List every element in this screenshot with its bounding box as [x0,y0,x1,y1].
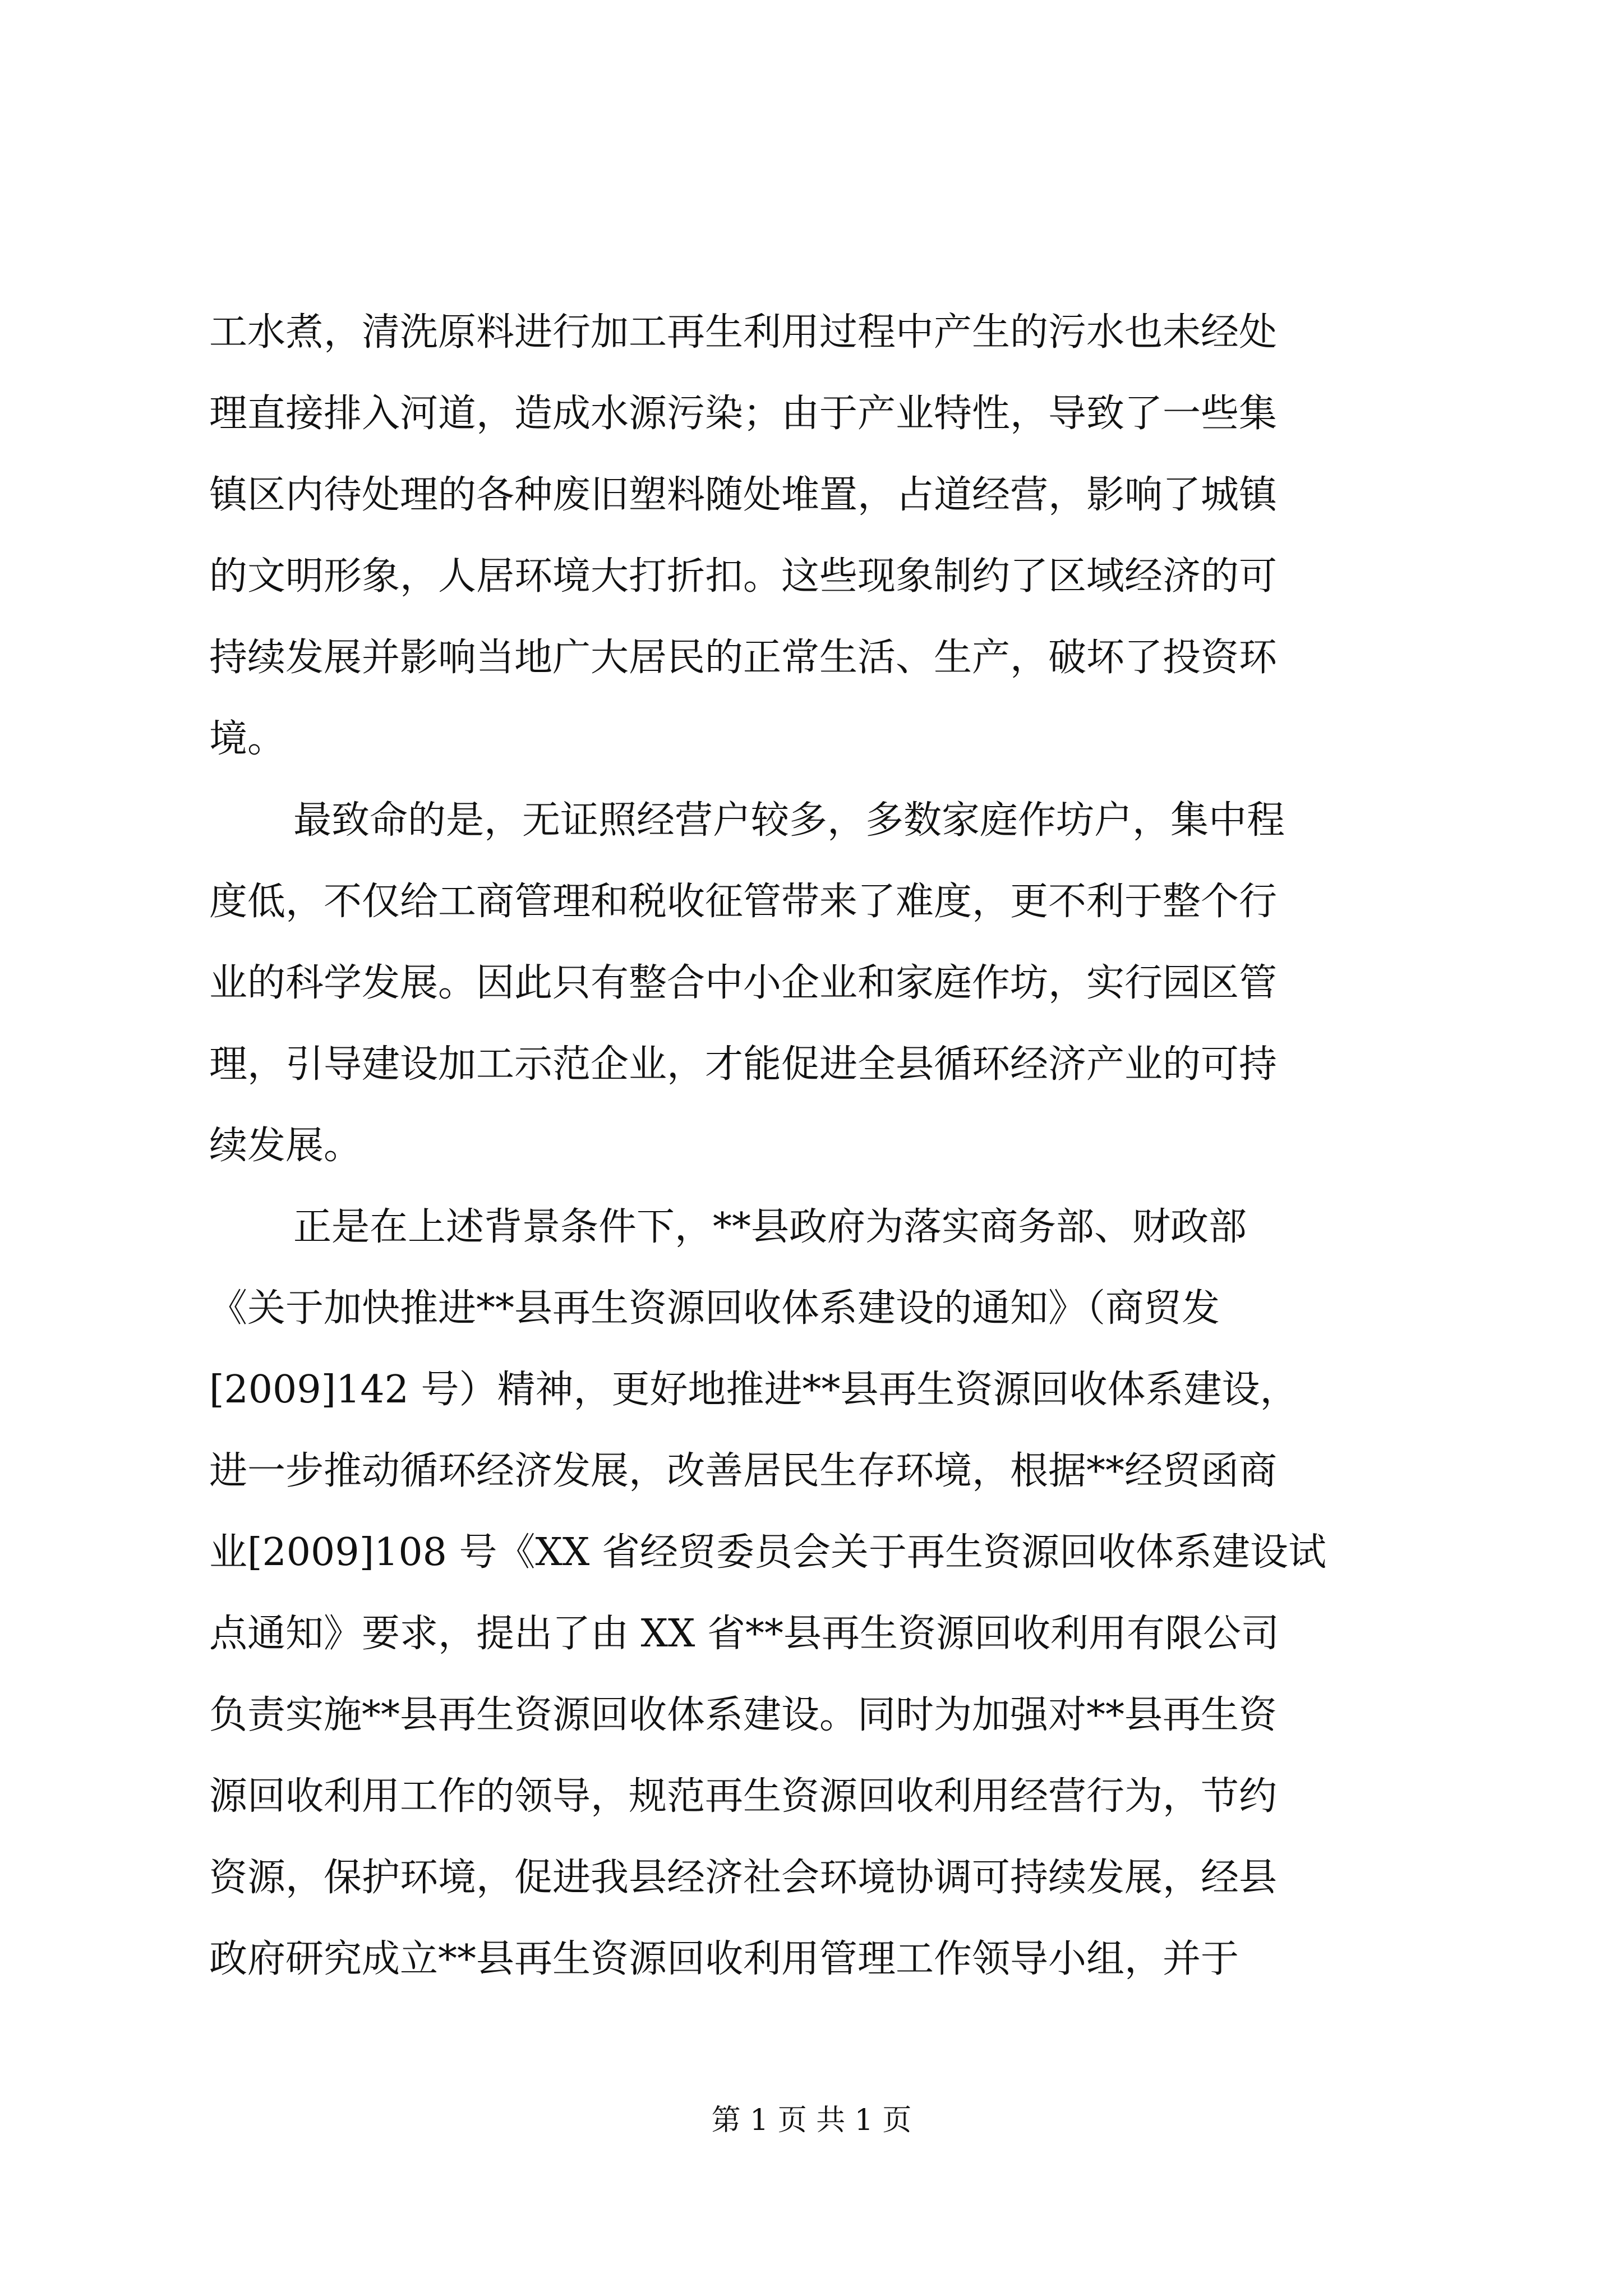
text-line: 点通知》要求，提出了由 XX 省**县再生资源回收利用有限公司 [209,1612,1280,1656]
text-line: 政府研究成立**县再生资源回收利用管理工作领导小组，并于 [209,1937,1239,1981]
body-text [209,292,1415,2000]
text-line: 理直接排入河道，造成水源污染；由于产业特性，导致了一些集 [209,392,1278,436]
text-line: 负责实施**县再生资源回收体系建设。同时为加强对**县再生资 [209,1693,1278,1737]
text-line: 镇区内待处理的各种废旧塑料随处堆置，占道经营，影响了城镇 [209,473,1278,517]
text-line: 业[2009]108 号《XX 省经贸委员会关于再生资源回收体系建设试 [209,1530,1326,1575]
text-line: 续发展。 [209,1124,362,1168]
text-line: 《关于加快推进**县再生资源回收体系建设的通知》（商贸发 [209,1286,1220,1331]
text-line: 理，引导建设加工示范企业，才能促进全县循环经济产业的可持 [209,1042,1278,1087]
page-footer: 第 1 页 共 1 页 [711,2104,912,2137]
text-line: 境。 [209,717,286,761]
text-line: 的文明形象，人居环境大打折扣。这些现象制约了区域经济的可 [209,554,1278,599]
text-line: 资源，保护环境，促进我县经济社会环境协调可持续发展，经县 [209,1856,1278,1900]
text-line: 源回收利用工作的领导，规范再生资源回收利用经营行为，节约 [209,1774,1278,1819]
text-line: 持续发展并影响当地广大居民的正常生活、生产，破坏了投资环 [209,636,1278,680]
text-line: 进一步推动循环经济发展，改善居民生存环境，根据**经贸函商 [209,1449,1278,1493]
paragraph-start-line: 最致命的是，无证照经营户较多，多数家庭作坊户，集中程 [293,798,1285,843]
paragraph-start-line: 正是在上述背景条件下，**县政府为落实商务部、财政部 [293,1205,1247,1249]
text-line: [2009]142 号）精神，更好地推进**县再生资源回收体系建设， [209,1368,1298,1412]
text-line: 工水煮，清洗原料进行加工再生利用过程中产生的污水也未经处 [209,310,1278,355]
text-line: 业的科学发展。因此只有整合中小企业和家庭作坊，实行园区管 [209,961,1278,1005]
text-line: 度低，不仅给工商管理和税收征管带来了难度，更不利于整个行 [209,880,1278,924]
